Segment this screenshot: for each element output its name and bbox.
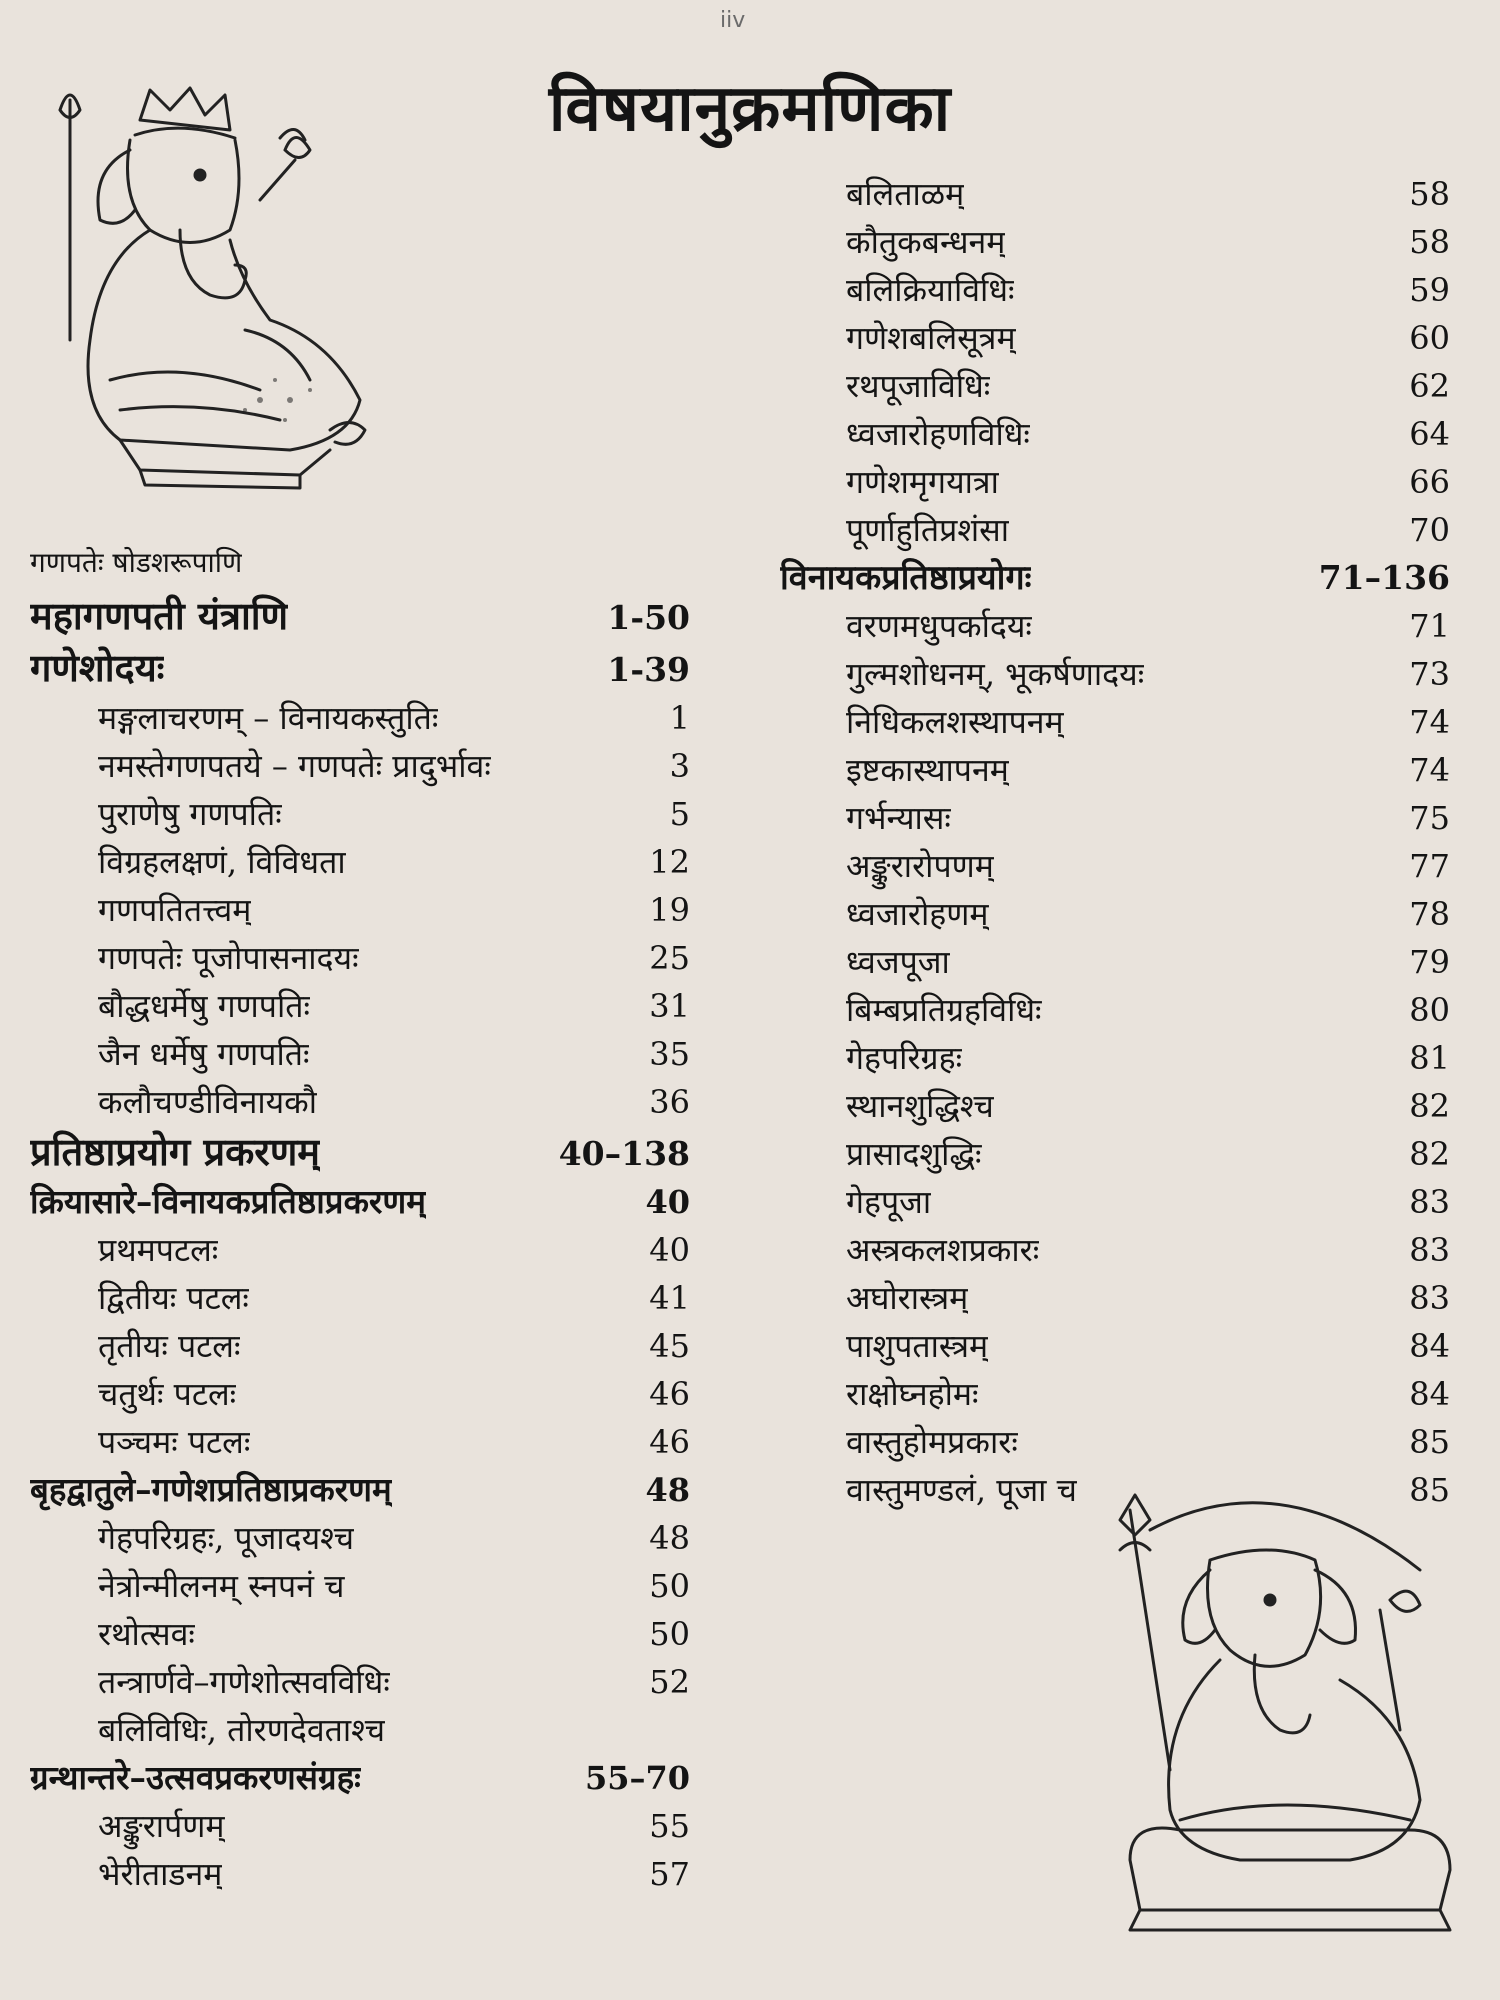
toc-entry-page: 57 (649, 1855, 690, 1893)
toc-entry-title: प्रासादशुद्धिः (846, 1135, 982, 1173)
toc-entry-title: अघोरास्त्रम् (846, 1279, 969, 1317)
toc-entry-page: 36 (649, 1083, 690, 1121)
toc-entry-page: 84 (1409, 1375, 1450, 1413)
ganesha-drawing-icon (30, 80, 400, 500)
toc-entry-item (780, 602, 1450, 650)
toc-entry-page: 75 (1409, 799, 1450, 837)
toc-entry-page: 58 (1409, 223, 1450, 261)
toc-entry-sub (30, 1178, 690, 1226)
toc-entry-page: 82 (1409, 1087, 1450, 1125)
toc-entry-page: 1-39 (607, 650, 690, 689)
toc-entry-item (30, 790, 690, 838)
toc-entry-item (30, 742, 690, 790)
toc-entry-page: 40–138 (558, 1134, 690, 1173)
toc-entry-title: गणपतेः षोडशरूपाणि (30, 546, 243, 579)
toc-entry-page: 60 (1409, 319, 1450, 357)
toc-entry-item (30, 1078, 690, 1126)
toc-entry-item (30, 1030, 690, 1078)
toc-entry-page: 59 (1409, 271, 1450, 309)
toc-entry-item (30, 1802, 690, 1850)
toc-entry-page: 82 (1409, 1135, 1450, 1173)
toc-entry-item (780, 1130, 1450, 1178)
toc-entry-item (780, 1178, 1450, 1226)
toc-entry-title: कलौचण्डीविनायकौ (98, 1083, 318, 1121)
toc-entry-title: बलिक्रियाविधिः (846, 271, 1015, 309)
toc-entry-item (30, 1418, 690, 1466)
toc-entry-title: विनायकप्रतिष्ठाप्रयोगः (780, 558, 1032, 598)
toc-entry-item (30, 1562, 690, 1610)
toc-entry-title: नेत्रोन्मीलनम् स्नपनं च (98, 1567, 345, 1605)
toc-entry-page: 62 (1409, 367, 1450, 405)
toc-entry-title: निधिकलशस्थापनम् (846, 703, 1064, 741)
toc-entry-page: 50 (649, 1567, 690, 1605)
toc-entry-page: 40 (649, 1231, 690, 1269)
toc-entry-title: अङ्कुरारोपणम् (846, 847, 994, 885)
toc-entry-title: मङ्गलाचरणम् – विनायकस्तुतिः (98, 699, 439, 737)
toc-entry-page: 80 (1409, 991, 1450, 1029)
toc-entry-page: 41 (649, 1279, 690, 1317)
toc-entry-page: 77 (1409, 847, 1450, 885)
toc-entry-caption (30, 540, 254, 586)
toc-entry-item (780, 314, 1450, 362)
toc-entry-title: पञ्चमः पटलः (98, 1423, 251, 1461)
toc-entry-page: 83 (1409, 1183, 1450, 1221)
toc-entry-page: 52 (649, 1663, 690, 1701)
toc-entry-title: गेहपरिग्रहः, पूजादयश्च (98, 1519, 355, 1557)
toc-entry-item (780, 1034, 1450, 1082)
toc-entry-item (30, 1610, 690, 1658)
toc-entry-page: 58 (1409, 175, 1450, 213)
toc-entry-page: 48 (649, 1519, 690, 1557)
toc-entry-page: 83 (1409, 1231, 1450, 1269)
toc-entry-title: भेरीताडनम् (98, 1855, 223, 1893)
toc-entry-title: प्रतिष्ठाप्रयोग प्रकरणम् (30, 1129, 321, 1174)
toc-entry-page: 84 (1409, 1327, 1450, 1365)
toc-entry-item (780, 986, 1450, 1034)
toc-entry-item (30, 694, 690, 742)
toc-entry-item (30, 1322, 690, 1370)
toc-entry-title: कौतुकबन्धनम् (846, 223, 1006, 261)
toc-entry-title: इष्टकास्थापनम् (846, 751, 1009, 789)
toc-entry-title: राक्षोघ्नहोमः (846, 1375, 979, 1413)
toc-entry-title: गुल्मशोधनम्, भूकर्षणादयः (846, 655, 1145, 693)
toc-entry-item (780, 938, 1450, 986)
toc-entry-title: वास्तुमण्डलं, पूजा च (846, 1471, 1077, 1509)
toc-entry-item (780, 266, 1450, 314)
toc-entry-section (30, 642, 690, 694)
toc-entry-item (780, 1370, 1450, 1418)
toc-entry-page: 74 (1409, 703, 1450, 741)
toc-entry-page: 71 (1409, 607, 1450, 645)
toc-entry-page: 31 (649, 987, 690, 1025)
toc-entry-item (30, 1658, 690, 1706)
toc-entry-page: 66 (1409, 463, 1450, 501)
toc-entry-title: प्रथमपटलः (98, 1231, 219, 1269)
toc-entry-item (780, 650, 1450, 698)
toc-entry-sub (30, 1466, 690, 1514)
toc-entry-item (30, 1274, 690, 1322)
toc-entry-section (30, 1126, 690, 1178)
toc-entry-title: विग्रहलक्षणं, विविधता (98, 843, 346, 881)
toc-entry-item (30, 1370, 690, 1418)
toc-entry-page: 81 (1409, 1039, 1450, 1077)
toc-entry-title: वरणमधुपर्कादयः (846, 607, 1032, 645)
toc-entry-item (780, 1466, 1450, 1514)
toc-entry-title: पाशुपतास्त्रम् (846, 1327, 989, 1365)
toc-entry-title: पूर्णाहुतिप्रशंसा (846, 511, 1010, 549)
toc-entry-sub (30, 1754, 690, 1802)
toc-entry-page: 71–136 (1318, 558, 1450, 597)
toc-entry-title: बृहद्वातुले–गणेशप्रतिष्ठाप्रकरणम् (30, 1470, 392, 1509)
toc-entry-title: द्वितीयः पटलः (98, 1279, 249, 1317)
toc-entry-item (780, 170, 1450, 218)
toc-entry-title: ग्रन्थान्तरे–उत्सवप्रकरणसंग्रहः (30, 1758, 361, 1797)
toc-entry-title: बलिविधिः, तोरणदेवताश्च (98, 1711, 386, 1749)
toc-entry-title: गणेशमृगयात्रा (846, 463, 999, 501)
toc-entry-item (30, 886, 690, 934)
toc-entry-item (30, 934, 690, 982)
toc-entry-title: गर्भन्यासः (846, 799, 951, 837)
toc-entry-item (780, 1322, 1450, 1370)
toc-entry-item (780, 458, 1450, 506)
toc-entry-title: गणेशबलिसूत्रम् (846, 319, 1016, 357)
toc-entry-item (780, 890, 1450, 938)
toc-entry-page: 85 (1409, 1471, 1450, 1509)
toc-entry-page: 83 (1409, 1279, 1450, 1317)
toc-entry-page: 55–70 (584, 1759, 690, 1797)
toc-entry-page: 64 (1409, 415, 1450, 453)
toc-entry-item (30, 1850, 690, 1898)
toc-entry-page: 35 (649, 1035, 690, 1073)
toc-entry-title: गणपतेः पूजोपासनादयः (98, 939, 359, 977)
toc-entry-page: 46 (649, 1423, 690, 1461)
toc-entry-page: 12 (649, 843, 690, 881)
toc-entry-page: 3 (669, 747, 690, 785)
toc-entry-title: स्थानशुद्धिश्च (846, 1087, 994, 1125)
toc-entry-title: क्रियासारे–विनायकप्रतिष्ठाप्रकरणम् (30, 1182, 426, 1221)
toc-entry-title: रथपूजाविधिः (846, 367, 991, 405)
toc-entry-item (780, 1274, 1450, 1322)
toc-entry-item (30, 1226, 690, 1274)
toc-entry-page: 19 (649, 891, 690, 929)
toc-entry-title: महागणपती यंत्राणि (30, 593, 289, 638)
toc-right-column (780, 170, 1450, 1514)
toc-entry-page: 85 (1409, 1423, 1450, 1461)
toc-entry-section (30, 590, 690, 642)
toc-entry-title: पुराणेषु गणपतिः (98, 795, 282, 833)
toc-entry-page: 50 (649, 1615, 690, 1653)
toc-entry-title: ध्वजारोहणविधिः (846, 415, 1030, 453)
toc-entry-title: बौद्धधर्मेषु गणपतिः (98, 987, 310, 1025)
toc-entry-title: तन्त्रार्णवे–गणेशोत्सवविधिः (98, 1663, 390, 1701)
toc-entry-page: 45 (649, 1327, 690, 1365)
toc-entry-title: ध्वजपूजा (846, 943, 950, 981)
page-mark: iiv (720, 8, 746, 33)
toc-entry-item (780, 410, 1450, 458)
toc-entry-title: ध्वजारोहणम् (846, 895, 989, 933)
toc-entry-page: 78 (1409, 895, 1450, 933)
toc-entry-item (780, 1082, 1450, 1130)
toc-entry-item (780, 1418, 1450, 1466)
toc-left-column (30, 546, 690, 1898)
toc-entry-item (780, 506, 1450, 554)
toc-entry-page: 79 (1409, 943, 1450, 981)
toc-entry-page: 5 (669, 795, 690, 833)
toc-entry-page: 25 (649, 939, 690, 977)
toc-entry-item (780, 842, 1450, 890)
toc-entry-title: गेहपरिग्रहः (846, 1039, 963, 1077)
toc-entry-item (780, 1226, 1450, 1274)
toc-entry-title: वास्तुहोमप्रकारः (846, 1423, 1018, 1461)
toc-entry-title: बलिताळम् (846, 175, 965, 213)
toc-entry-rsection (780, 554, 1450, 602)
ganesha-drawing-icon (1090, 1490, 1470, 1940)
toc-entry-title: गेहपूजा (846, 1183, 932, 1221)
toc-entry-item (30, 1706, 690, 1754)
toc-entry-item (780, 218, 1450, 266)
toc-entry-page: 73 (1409, 655, 1450, 693)
toc-entry-page: 1-50 (607, 598, 690, 637)
toc-entry-page: 48 (645, 1471, 690, 1509)
toc-entry-title: गणपतितत्त्वम् (98, 891, 252, 929)
toc-entry-title: चतुर्थः पटलः (98, 1375, 237, 1413)
toc-entry-page: 46 (649, 1375, 690, 1413)
toc-entry-item (780, 794, 1450, 842)
toc-entry-item (30, 982, 690, 1030)
toc-entry-page: 1 (669, 699, 690, 737)
toc-entry-item (780, 362, 1450, 410)
toc-entry-title: बिम्बप्रतिग्रहविधिः (846, 991, 1042, 1029)
toc-entry-page: 70 (1409, 511, 1450, 549)
toc-entry-page: 40 (645, 1183, 690, 1221)
toc-entry-title: नमस्तेगणपतये – गणपतेः प्रादुर्भावः (98, 747, 491, 785)
toc-entry-title: रथोत्सवः (98, 1615, 195, 1653)
toc-entry-page: 55 (649, 1807, 690, 1845)
toc-entry-title: अस्त्रकलशप्रकारः (846, 1231, 1040, 1269)
toc-entry-item (30, 838, 690, 886)
page-title: विषयानुक्रमणिका (548, 71, 952, 146)
toc-entry-title: अङ्कुरार्पणम् (98, 1807, 225, 1845)
toc-entry-item (780, 698, 1450, 746)
toc-entry-item (30, 1514, 690, 1562)
toc-entry-page: 74 (1409, 751, 1450, 789)
toc-entry-title: तृतीयः पटलः (98, 1327, 241, 1365)
toc-entry-title: जैन धर्मेषु गणपतिः (98, 1035, 310, 1073)
toc-entry-title: गणेशोदयः (30, 645, 165, 690)
toc-entry-item (780, 746, 1450, 794)
